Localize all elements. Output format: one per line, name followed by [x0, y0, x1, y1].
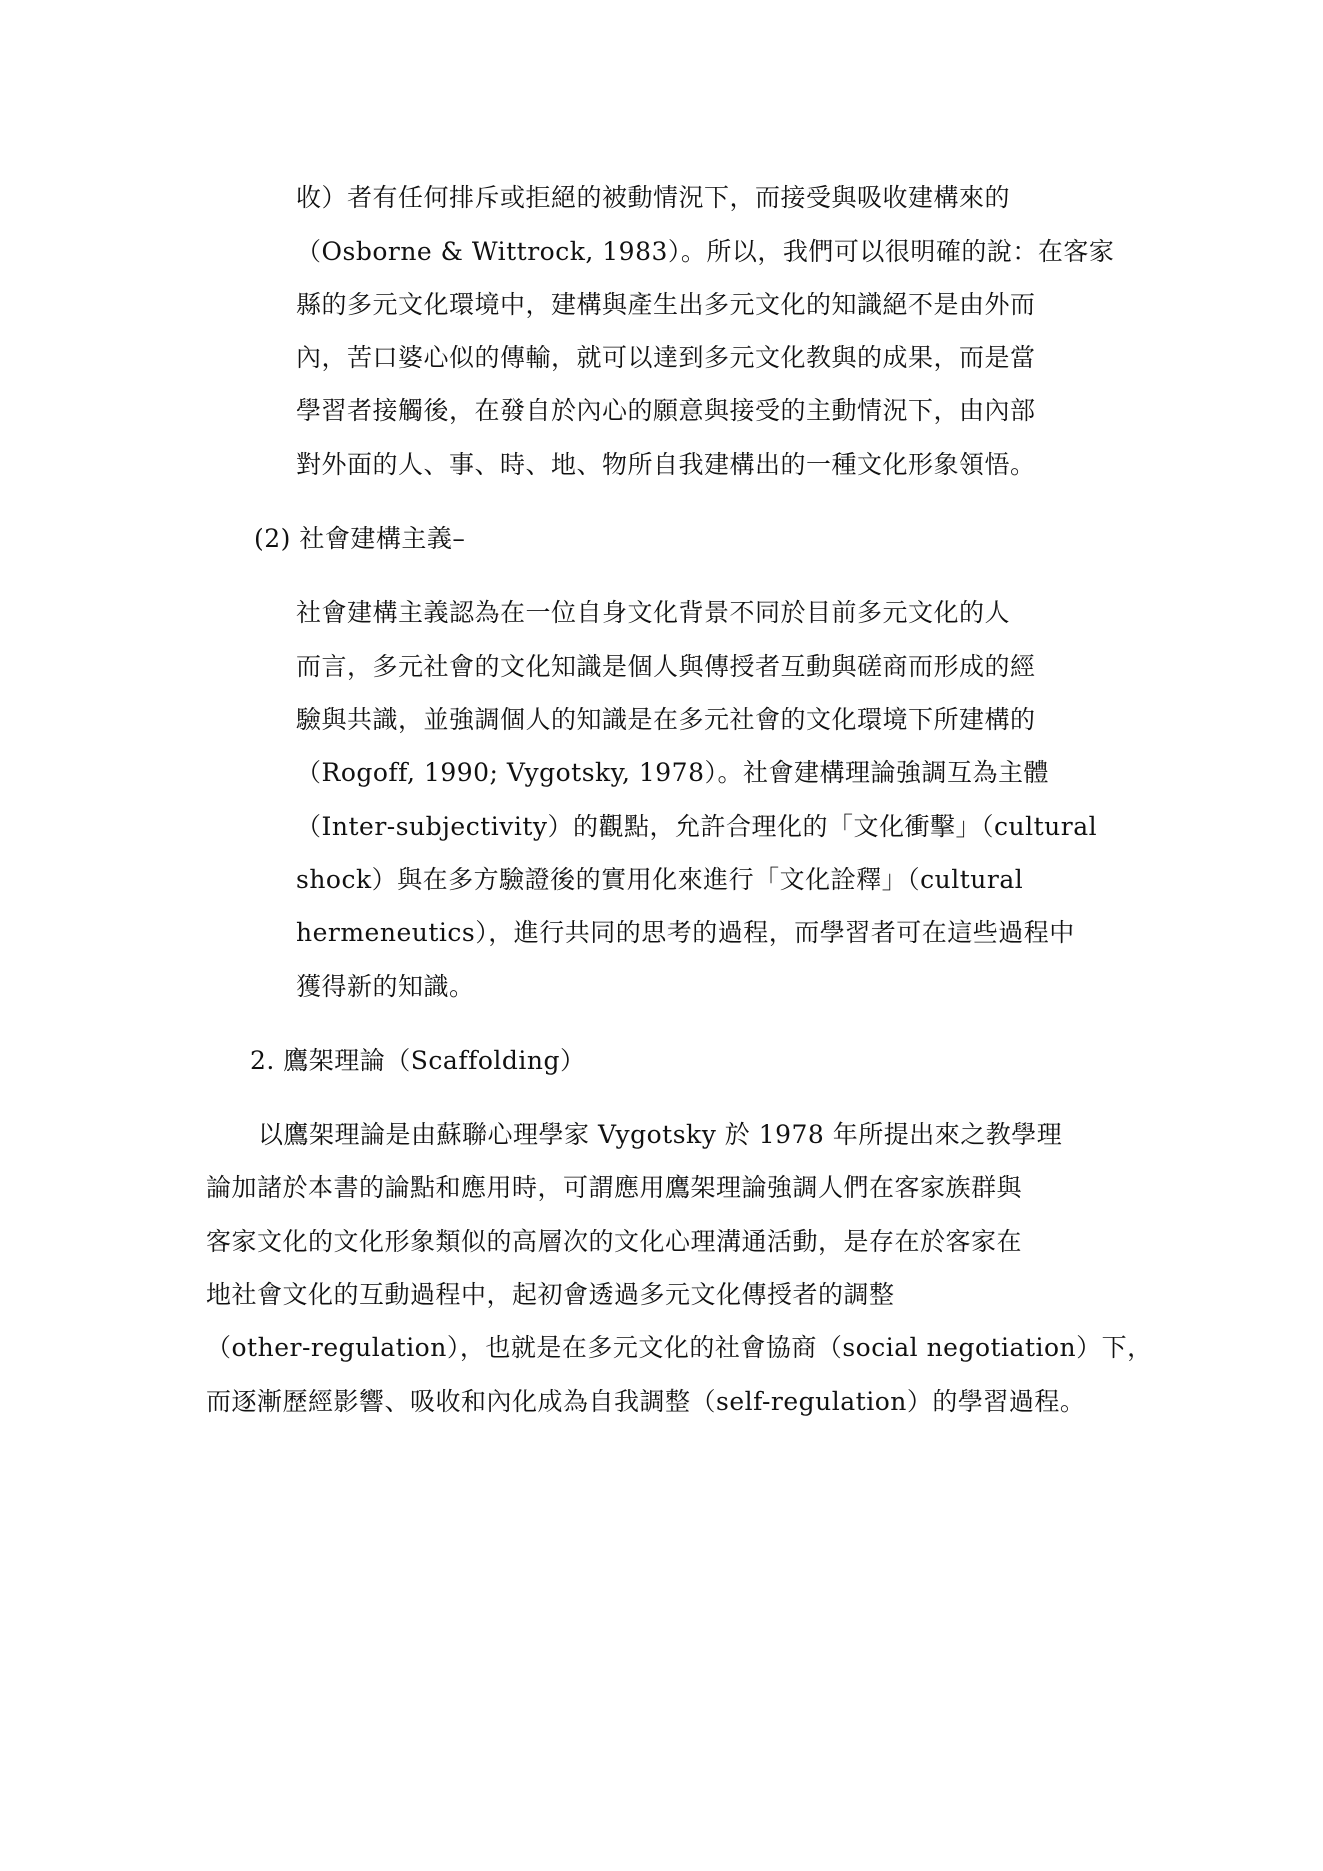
text-line: 縣的多元文化環境中，建構與產生出多元文化的知識絕不是由外而	[296, 290, 1036, 319]
text-line: 論加諸於本書的論點和應用時，可謂應用鷹架理論強調人們在客家族群與	[206, 1173, 1023, 1202]
section-heading-scaffolding: 2. 鷹架理論（Scaffolding）	[250, 1046, 586, 1075]
text-line: （Inter-subjectivity）的觀點，允許合理化的「文化衝擊」（cultural	[296, 812, 1098, 841]
text-line: 驗與共識，並強調個人的知識是在多元社會的文化環境下所建構的	[296, 705, 1036, 734]
text-line: 對外面的人、事、時、地、物所自我建構出的一種文化形象領悟。	[296, 450, 1036, 479]
text-line: 而逐漸歷經影響、吸收和內化成為自我調整（self-regulation）的學習過程。	[206, 1387, 1086, 1416]
text-line: （Osborne & Wittrock, 1983）。所以，我們可以很明確的說：在客家	[296, 237, 1115, 266]
section-heading-social-constructivism: (2) 社會建構主義–	[254, 524, 466, 553]
text-line: hermeneutics），進行共同的思考的過程，而學習者可在這些過程中	[296, 918, 1075, 947]
text-line: shock）與在多方驗證後的實用化來進行「文化詮釋」（cultural	[296, 865, 1024, 894]
text-line: 收）者有任何排斥或拒絕的被動情況下，而接受與吸收建構來的	[296, 183, 1011, 212]
text-line: 客家文化的文化形象類似的高層次的文化心理溝通活動，是存在於客家在	[206, 1227, 1023, 1256]
text-line: （other-regulation），也就是在多元文化的社會協商（social negotiation）下，	[206, 1333, 1153, 1362]
text-line: 獲得新的知識。	[296, 972, 475, 1001]
text-line: 內，苦口婆心似的傳輸，就可以達到多元文化教與的成果，而是當	[296, 343, 1036, 372]
text-line: （Rogoff, 1990; Vygotsky, 1978）。社會建構理論強調互為主體	[296, 758, 1049, 787]
text-line: 而言，多元社會的文化知識是個人與傳授者互動與磋商而形成的經	[296, 652, 1036, 681]
text-line: 社會建構主義認為在一位自身文化背景不同於目前多元文化的人	[296, 598, 1011, 627]
text-line: 地社會文化的互動過程中，起初會透過多元文化傳授者的調整	[206, 1280, 895, 1309]
text-line: 學習者接觸後，在發自於內心的願意與接受的主動情況下，由內部	[296, 396, 1036, 425]
text-line: 以鷹架理論是由蘇聯心理學家 Vygotsky 於 1978 年所提出來之教學理	[258, 1120, 1063, 1149]
